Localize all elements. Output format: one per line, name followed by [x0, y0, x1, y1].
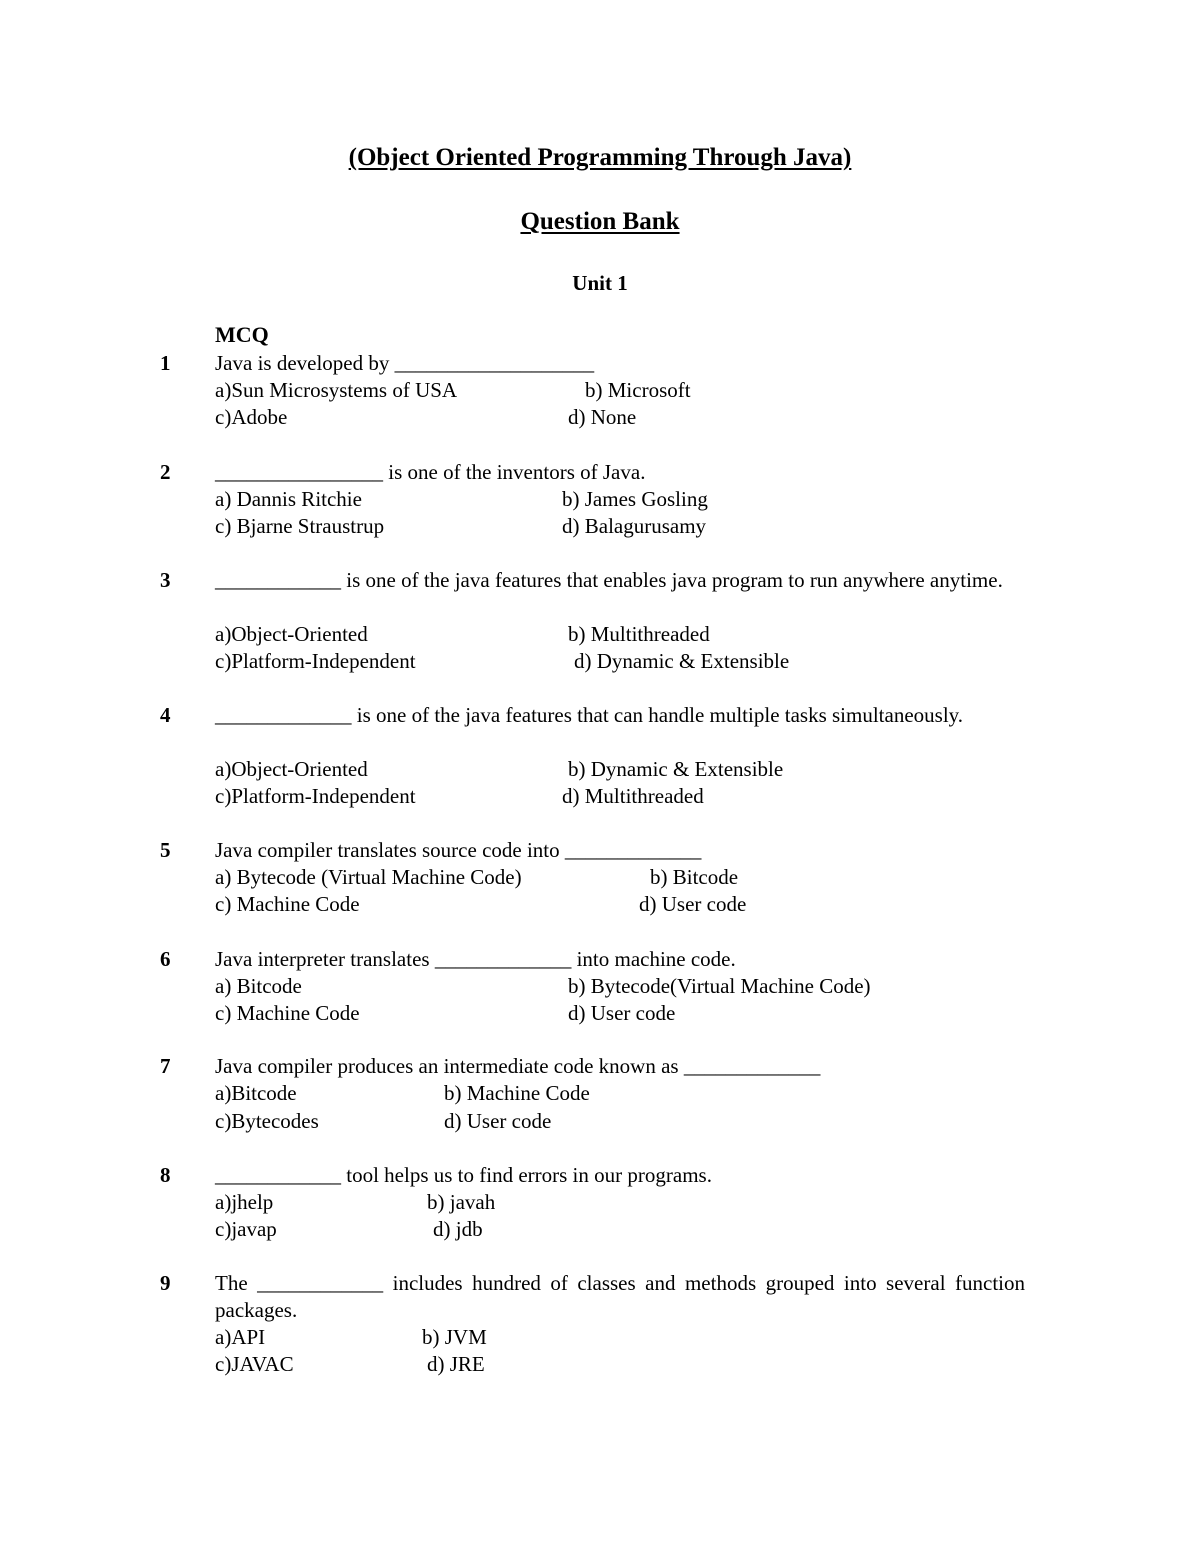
option-d: d) JRE [427, 1352, 485, 1376]
option-b: b) James Gosling [562, 487, 708, 511]
option-a: a)Object-Oriented [215, 622, 368, 646]
question-number: 8 [160, 1163, 171, 1187]
option-a: a)jhelp [215, 1190, 274, 1214]
option-d: d) User code [444, 1109, 552, 1133]
question-number: 5 [160, 838, 171, 862]
option-c: c)Platform-Independent [215, 784, 416, 808]
question-number: 3 [160, 568, 171, 592]
unit-heading [0, 268, 1200, 298]
option-a: a) Bitcode [215, 974, 302, 998]
question-number: 7 [160, 1054, 171, 1078]
option-c: c)Platform-Independent [215, 649, 416, 673]
question-number: 2 [160, 460, 171, 484]
option-a: a)Object-Oriented [215, 757, 368, 781]
option-d: d) User code [639, 892, 747, 916]
question-number: 4 [160, 703, 171, 727]
option-d: d) jdb [433, 1217, 483, 1241]
question-text: _____________ is one of the java features that can handle multiple tasks simultaneously. [215, 703, 964, 727]
question-text: ________________ is one of the inventors of Java. [215, 460, 646, 484]
document-title [0, 143, 1200, 173]
option-b: b) Bitcode [650, 865, 739, 889]
question-text: Java is developed by ___________________ [215, 351, 595, 375]
question-text: Java compiler produces an intermediate code known as _____________ [215, 1054, 821, 1078]
option-c: c) Machine Code [215, 892, 360, 916]
option-a: a)Sun Microsystems of USA [215, 378, 458, 402]
option-c: c)Adobe [215, 405, 288, 429]
option-a: a)Bitcode [215, 1081, 297, 1105]
option-d: d) Multithreaded [562, 784, 704, 808]
option-c: c)Bytecodes [215, 1109, 319, 1133]
option-a: a) Dannis Ritchie [215, 487, 362, 511]
section-label-mcq: MCQ [215, 322, 269, 347]
option-b: b) javah [427, 1190, 496, 1214]
option-d: d) Dynamic & Extensible [574, 649, 790, 673]
option-b: b) Microsoft [585, 378, 691, 402]
document-subtitle [0, 207, 1200, 237]
option-b: b) Multithreaded [568, 622, 710, 646]
question-number: 1 [160, 351, 171, 375]
question-number: 6 [160, 947, 171, 971]
option-b: b) Dynamic & Extensible [568, 757, 784, 781]
document-subtitle-text: Question Bank [520, 208, 680, 235]
option-d: d) None [568, 405, 637, 429]
question-text: ____________ tool helps us to find errors in our programs. [215, 1163, 712, 1187]
option-c: c) Machine Code [215, 1001, 360, 1025]
question-text: The ____________ includes hundred of classes and methods grouped into several function packages. [215, 1271, 1025, 1322]
option-a: a)API [215, 1325, 266, 1349]
option-d: d) Balagurusamy [562, 514, 707, 538]
unit-heading-text: Unit 1 [572, 271, 628, 295]
question-text: Java compiler translates source code into _____________ [215, 838, 702, 862]
option-a: a) Bytecode (Virtual Machine Code) [215, 865, 522, 889]
option-b: b) Bytecode(Virtual Machine Code) [568, 974, 871, 998]
option-b: b) Machine Code [444, 1081, 590, 1105]
option-c: c)javap [215, 1217, 277, 1241]
option-d: d) User code [568, 1001, 676, 1025]
option-b: b) JVM [422, 1325, 487, 1349]
option-c: c)JAVAC [215, 1352, 294, 1376]
document-title-text: (Object Oriented Programming Through Java) [348, 144, 852, 171]
question-text: Java interpreter translates _____________ into machine code. [215, 947, 736, 971]
question-number: 9 [160, 1271, 171, 1295]
question-text: ____________ is one of the java features that enables java program to run anywhere anytime. [215, 568, 1003, 592]
option-c: c) Bjarne Straustrup [215, 514, 385, 538]
